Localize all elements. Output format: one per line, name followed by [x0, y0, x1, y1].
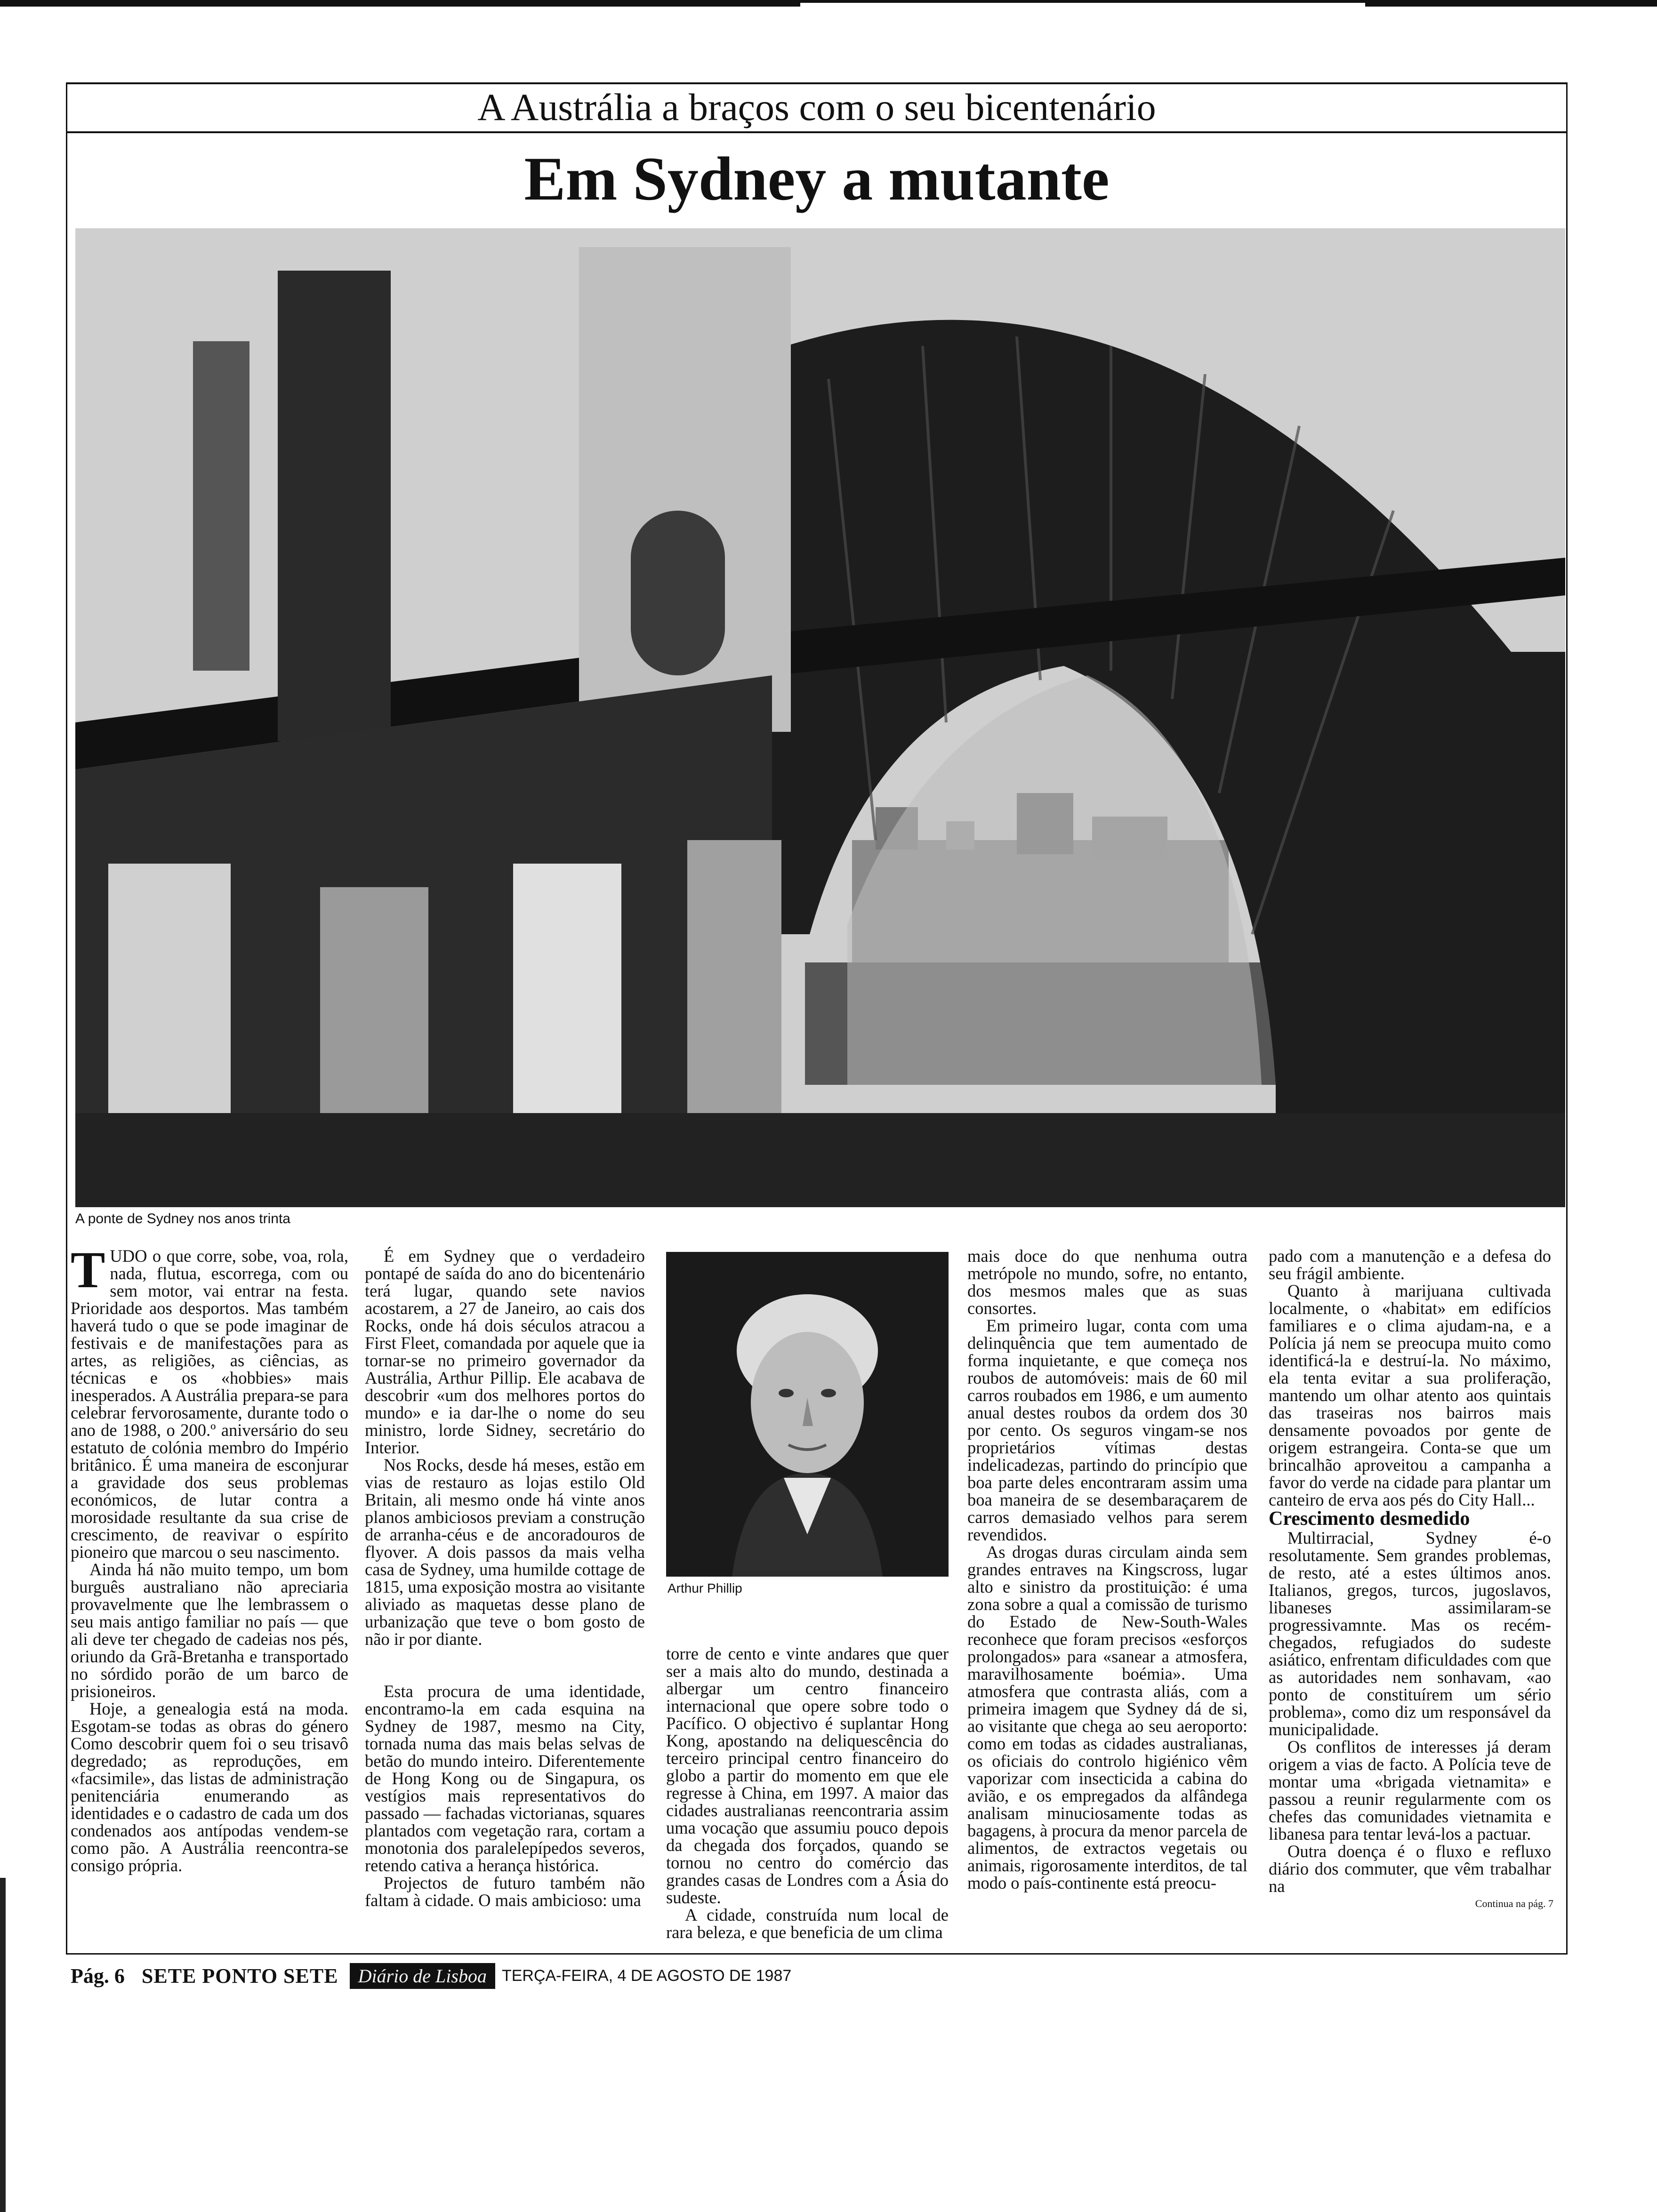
article-kicker: A Austrália a braços com o seu bicentenário: [66, 84, 1568, 133]
article-column-4: [967, 1246, 1247, 1892]
portrait-illustration: [666, 1252, 949, 1577]
issue-date: TERÇA-FEIRA, 4 DE AGOSTO DE 1987: [501, 1966, 792, 1985]
paragraph: Em primeiro lugar, conta com uma delinquência que tem aumentado de forma inquietante, e que começa nos roubos de automóveis: mais de 60 mil carros roubados em 1986, e um aumento anual destes roubos da ordem dos 30 por cento. Os seguros vingam-se nos proprietários vítimas destas indelicadezas, partindo do princípio que boa parte deles encontraram assim uma boa maneira de se desembaraçarem de carros demasiado velhos para serem revendidos.: [967, 1316, 1247, 1544]
article-headline: Em Sydney a mutante: [524, 144, 1110, 213]
paragraph: mais doce do que nenhuma outra metrópole no mundo, sofre, no entanto, dos mesmos males que as suas consortes.: [967, 1246, 1247, 1318]
portrait-caption: Arthur Phillip: [668, 1581, 742, 1595]
paragraph: torre de cento e vinte andares que quer ser a mais alto do mundo, destinada a albergar um centro financeiro internacional que opere sobre todo o Pacífico. O objectivo é suplantar Hong Kong, apostando na deliquescência do terceiro principal centro financeiro do globo a partir do momento em que ele regresse à China, em 1997. A maior das cidades australianas reencontraria assim uma vocação que assumiu pouco depois da chegada dos forçados, quando se tornou no centro do comércio das grandes casas de Londres com a Ásia do sudeste.: [666, 1644, 949, 1907]
continued-note: Continua na pág. 7: [1475, 1898, 1553, 1909]
paragraph: Ainda há não muito tempo, um bom burguês australiano não apreciaria provavelmente que lhe lembrassem o seu mais antigo familiar no país — que ali deve ter chegado de cadeias nos pés, oriundo da Grã-Bretanha e transportado no sórdido porão de um barco de prisioneiros.: [71, 1560, 348, 1701]
paragraph: Projectos de futuro também não faltam à cidade. O mais ambicioso: uma: [365, 1873, 645, 1910]
paragraph: Quanto à marijuana cultivada localmente, o «habitat» em edifícios familiares e o clima ajudam-na, e a Polícia já nem se preocupa muito como identificá-la e destruí-la. No máximo, ela tenta evitar a sua proliferação, mantendo um olhar atento aos quintais das traseiras nos bairros mais densamente povoados por gente de origem estrangeira. Conta-se que um brincalhão aproveitou a campanha a favor do verde na cidade para plantar um canteiro de erva aos pés do City Hall...: [1269, 1281, 1551, 1509]
article-column-2: [365, 1246, 645, 1910]
photo-caption: A ponte de Sydney nos anos trinta: [75, 1211, 290, 1226]
paragraph: Multirracial, Sydney é-o resolutamente. Sem grandes problemas, de resto, até a estes últimos anos. Italianos, gregos, turcos, jugoslavos, libaneses assimilaram-se progressivamnte. Mas os recém-chegados, refugiados do sudeste asiático, enfrentam dificuldades com que as autoridades nem sonhavam, «ao ponto de constituírem um sério problema», como diz um responsável da municipalidade.: [1269, 1528, 1551, 1739]
bridge-photo: [75, 228, 1565, 1207]
paragraph: A cidade, construída num local de rara beleza, e que beneficia de um clima: [666, 1905, 949, 1942]
article-column-1: [71, 1241, 348, 1883]
paragraph: Hoje, a genealogia está na moda. Esgotam-se todas as obras do género Como descobrir quem foi o seu trisavô degredado; as reproduções, em «facsimile», das listas de administração penitenciária enumerando as identidades e o cadastro de cada um dos condenados aos antípodas vendem-se como pão. A Austrália reencontra-se consigo própria.: [71, 1699, 348, 1875]
scan-edge-left: [0, 1878, 6, 2212]
page-number: Pág. 6: [71, 1964, 125, 1988]
paragraph: Esta procura de uma identidade, encontramo-la em cada esquina na Sydney de 1987, mesmo na City, tornada numa das mais belas selvas de betão do mundo inteiro. Diferentemente de Hong Kong ou de Singapura, os vestígios mais representativos do passado — fachadas victorianas, squares plantados com vegetação rara, cortam a monotonia dos paralelepípedos severos, retendo cativa a herança histórica.: [365, 1682, 645, 1875]
bridge-illustration: [75, 228, 1565, 1207]
paragraph: Outra doença é o fluxo e refluxo diário dos commuter, que vêm trabalhar na: [1269, 1842, 1551, 1896]
paragraph: As drogas duras circulam ainda sem grandes entraves na Kingscross, lugar alto e sinistro da prostituição: é uma zona sobre a qual a comissão de turismo do Estado de New-South-Wales reconhece que foram precisos «esforços prolongados» para «sanear a atmosfera, maravilhosamente boémia». Uma atmosfera que contrasta aliás, com a primeira imagem que Sydney dá de si, ao visitante que chega ao seu aeroporto: como em todas as cidades australianas, os oficiais do controlo higiénico vêm vaporizar com insecticida a cabina do avião, e os empregados da alfândega analisam minuciosamente todas as bagagens, à procura da menor parcela de alimentos, de extractos vegetais ou animais, rigorosamente interditos, de tal modo o país-continente está preocu-: [967, 1542, 1247, 1892]
page-footer: [71, 1962, 1483, 1990]
paragraph: Nos Rocks, desde há meses, estão em vias de restauro as lojas estilo Old Britain, ali mesmo onde há vinte anos planos ambiciosos previam a construção de arranha-céus e de ancoradouros de flyover. A dois passos da mais velha casa de Sydney, uma humilde cottage de 1815, uma exposição mostra ao visitante aliviado as maquetas desse plano de urbanização que teve o bom gosto de não ir por diante.: [365, 1455, 645, 1649]
dropcap: T: [71, 1241, 105, 1298]
arthur-phillip-portrait: [666, 1252, 949, 1577]
scan-edge-gap: [800, 3, 1365, 7]
subheading: Crescimento desmedido: [1269, 1508, 1470, 1530]
paragraph: pado com a manutenção e a defesa do seu frágil ambiente.: [1269, 1246, 1551, 1283]
paragraph: É em Sydney que o verdadeiro pontapé de saída do ano do bicentenário terá lugar, quando sete navios acostarem, a 27 de Janeiro, ao cais dos Rocks, onde há dois séculos atracou a First Fleet, comandada por aquele que ia tornar-se no primeiro governador da Austrália, Arthur Pillip. Ele acabava de descobrir «um dos melhores portos do mundo» e ia dar-lhe o nome do seu ministro, lorde Sidney, secretário do Interior.: [365, 1246, 645, 1457]
bottom-rule: [66, 1953, 1568, 1955]
paragraph-text: UDO o que corre, sobe, voa, rola, nada, flutua, escorrega, com ou sem motor, vai entrar na festa. Prioridade aos desportos. Mas também haverá tudo o que se pode imaginar de festivais e de manifestações para as artes, as religiões, as ciências, as técnicas e os «hobbies» mais inesperados. A Austrália prepara-se para celebrar fervorosamente, durante todo o ano de 1988, o 200.º aniversário do seu estatuto de colónia membro do Império britânico. É uma maneira de esconjurar a gravidade dos seus problemas económicos, de lutar contra a morosidade resultante da sua crise de crescimento, de reavivar o espírito pioneiro que marcou o seu nascimento.: [71, 1246, 348, 1562]
article-column-3: [666, 1644, 949, 1942]
newspaper-logo: Diário de Lisboa: [350, 1963, 495, 1989]
section-name: SETE PONTO SETE: [141, 1964, 338, 1988]
paragraph: Os conflitos de interesses já deram origem a vias de facto. A Polícia teve de montar uma «brigada vietnamita» e passou a reunir regularmente com os chefes das comunidades vietnamita e libanesa para tentar levá-los a pactuar.: [1269, 1737, 1551, 1843]
article-column-5: [1269, 1246, 1551, 1896]
paragraph: [71, 1241, 348, 1562]
column-gap: [365, 1648, 645, 1683]
